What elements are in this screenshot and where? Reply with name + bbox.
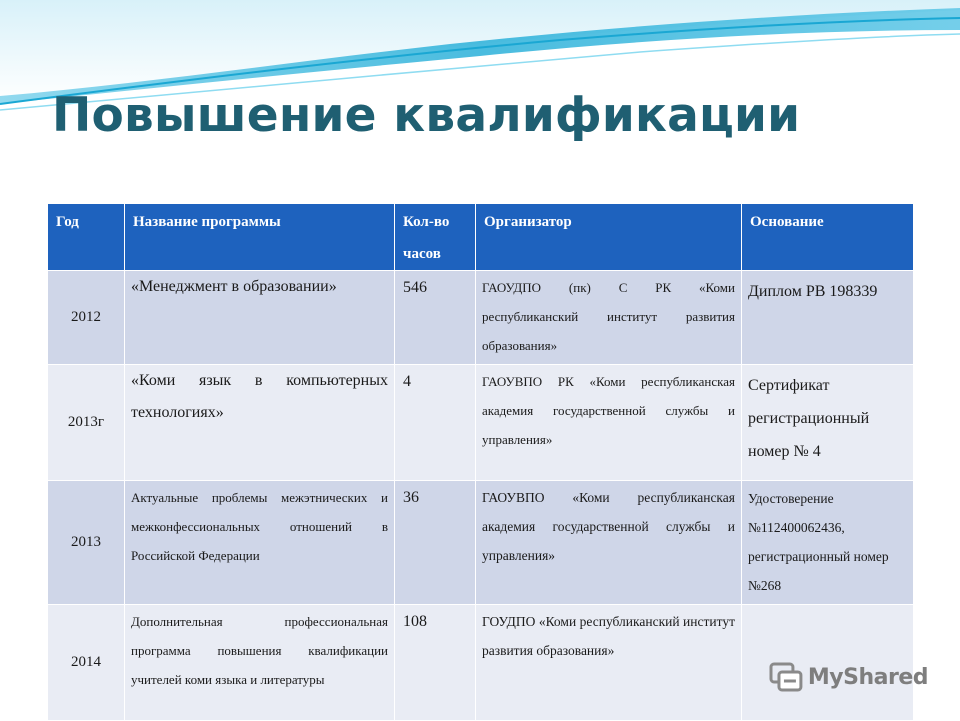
qualification-table	[47, 203, 914, 721]
table-row	[48, 365, 914, 481]
cell-year: 2013	[48, 481, 125, 605]
cell-program: «Коми язык в компьютерных технологиях»	[125, 365, 395, 481]
header-year: Год	[48, 204, 125, 271]
watermark-text: MyShared	[807, 664, 928, 690]
cell-basis: Сертификат регистрационный номер № 4	[742, 365, 914, 481]
cell-program: Актуальные проблемы межэтнических и межконфессиональных отношений в Российской Федерации	[125, 481, 395, 605]
table-header-row	[48, 204, 914, 271]
cell-organizer: ГАОУВПО РК «Коми республиканская академия государственной службы и управления»	[476, 365, 742, 481]
header-hours: Кол-во часов	[395, 204, 476, 271]
cell-basis: Диплом РВ 198339	[742, 271, 914, 365]
cell-basis: Удостоверение №112400062436, регистрационный номер №268	[742, 481, 914, 605]
cell-program: «Менеджмент в образовании»	[125, 271, 395, 365]
cell-organizer: ГАОУДПО (пк) С РК «Коми республиканский институт развития образования»	[476, 271, 742, 365]
cell-program: Дополнительная профессиональная программа повышения квалификации учителей коми языка и литературы	[125, 605, 395, 721]
header-basis: Основание	[742, 204, 914, 271]
header-organizer: Организатор	[476, 204, 742, 271]
cell-hours: 546	[395, 271, 476, 365]
cell-organizer: ГАОУВПО «Коми республиканская академия государственной службы и управления»	[476, 481, 742, 605]
table-row	[48, 271, 914, 365]
cell-hours: 36	[395, 481, 476, 605]
page-title: Повышение квалификации	[52, 88, 801, 143]
cell-hours: 108	[395, 605, 476, 721]
header-program: Название программы	[125, 204, 395, 271]
myshared-logo-icon	[768, 660, 804, 694]
myshared-watermark	[768, 657, 928, 697]
cell-year: 2012	[48, 271, 125, 365]
cell-year: 2014	[48, 605, 125, 721]
table-row	[48, 481, 914, 605]
cell-hours: 4	[395, 365, 476, 481]
cell-year: 2013г	[48, 365, 125, 481]
cell-organizer: ГОУДПО «Коми республиканский институт развития образования»	[476, 605, 742, 721]
